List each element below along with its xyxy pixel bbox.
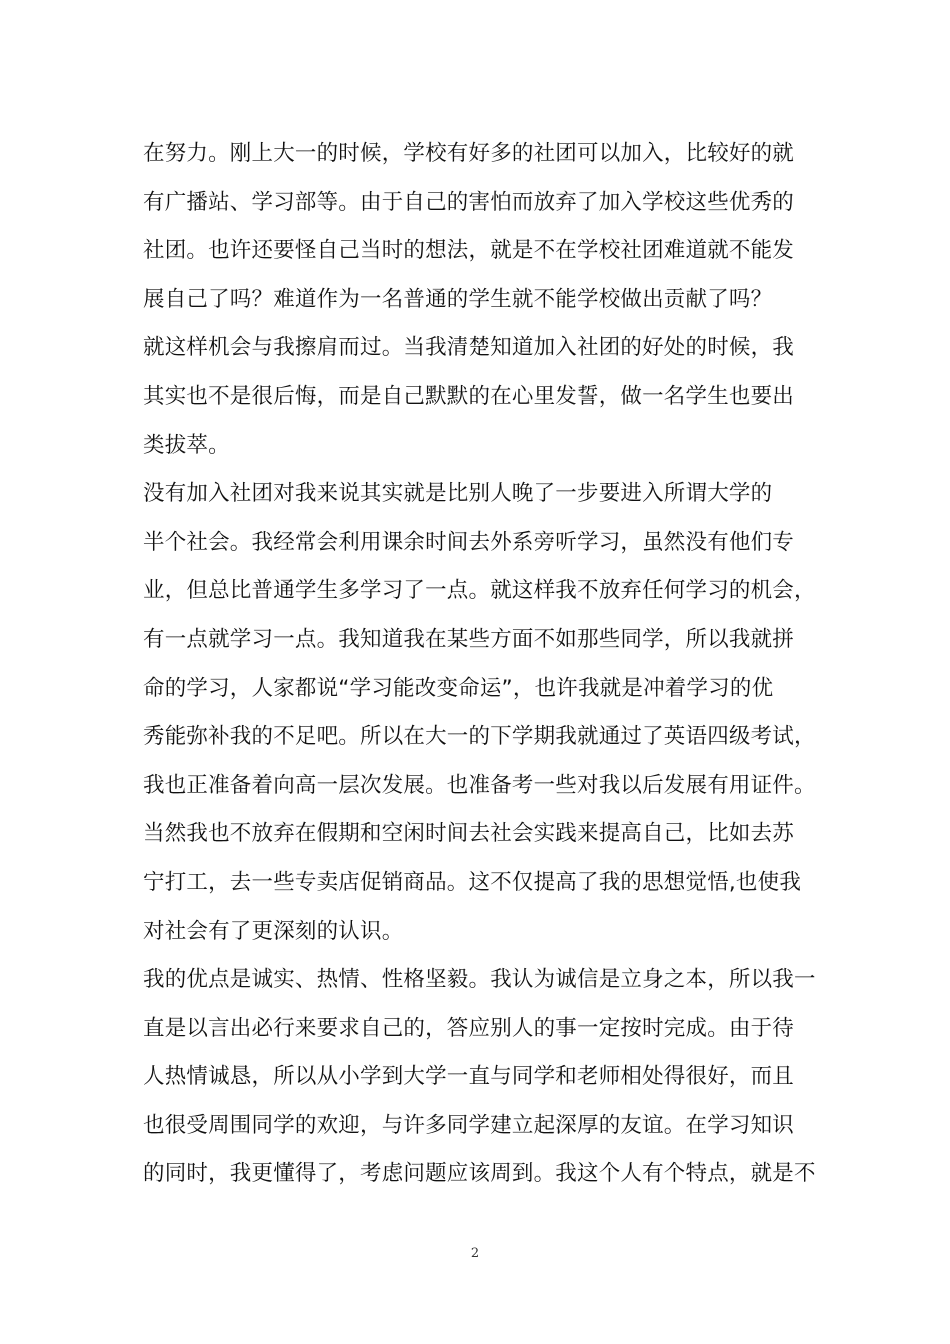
- text-line: 命的学习，人家都说“学习能改变命运”，也许我就是冲着学习的优: [143, 675, 774, 701]
- text-line: 宁打工，去一些专卖店促销商品。这不仅提高了我的思想觉悟,也使我: [143, 869, 802, 895]
- text-line: 我也正准备着向高一层次发展。也准备考一些对我以后发展有用证件。: [143, 772, 816, 798]
- text-line: 对社会有了更深刻的认识。: [143, 918, 404, 944]
- text-line: 没有加入社团对我来说其实就是比别人晚了一步要进入所谓大学的: [143, 481, 773, 507]
- text-line: 直是以言出必行来要求自己的，答应别人的事一定按时完成。由于待: [143, 1015, 795, 1041]
- text-line: 社团。也许还要怪自己当时的想法，就是不在学校社团难道就不能发: [143, 238, 795, 264]
- text-line: 半个社会。我经常会利用课余时间去外系旁听学习，虽然没有他们专: [143, 529, 795, 555]
- text-line: 有一点就学习一点。我知道我在某些方面不如那些同学，所以我就拼: [143, 626, 795, 652]
- page-number: 2: [470, 1246, 480, 1261]
- text-line: 在努力。刚上大一的时候，学校有好多的社团可以加入，比较好的就: [143, 141, 795, 166]
- text-line: 其实也不是很后悔，而是自己默默的在心里发誓，做一名学生也要出: [143, 383, 795, 409]
- text-line: 展自己了吗？难道作为一名普通的学生就不能学校做出贡献了吗？: [143, 286, 773, 312]
- text-line: 我的优点是诚实、热情、性格坚毅。我认为诚信是立身之本，所以我一: [143, 967, 816, 993]
- body-text: [143, 130, 815, 1199]
- text-line: 的同时，我更懂得了，考虑问题应该周到。我这个人有个特点，就是不: [143, 1161, 816, 1187]
- text-line: 就这样机会与我擦肩而过。当我清楚知道加入社团的好处的时候，我: [143, 335, 795, 361]
- text-line: 也很受周围同学的欢迎，与许多同学建立起深厚的友谊。在学习知识: [143, 1112, 795, 1138]
- text-line: 当然我也不放弃在假期和空闲时间去社会实践来提高自己，比如去苏: [143, 821, 795, 847]
- text-line: 秀能弥补我的不足吧。所以在大一的下学期我就通过了英语四级考试，: [143, 724, 816, 750]
- text-line: 人热情诚恳，所以从小学到大学一直与同学和老师相处得很好，而且: [143, 1064, 795, 1090]
- text-line: 类拔萃。: [143, 432, 230, 458]
- text-line: 业，但总比普通学生多学习了一点。就这样我不放弃任何学习的机会，: [143, 578, 816, 604]
- text-line: 有广播站、学习部等。由于自己的害怕而放弃了加入学校这些优秀的: [143, 189, 795, 215]
